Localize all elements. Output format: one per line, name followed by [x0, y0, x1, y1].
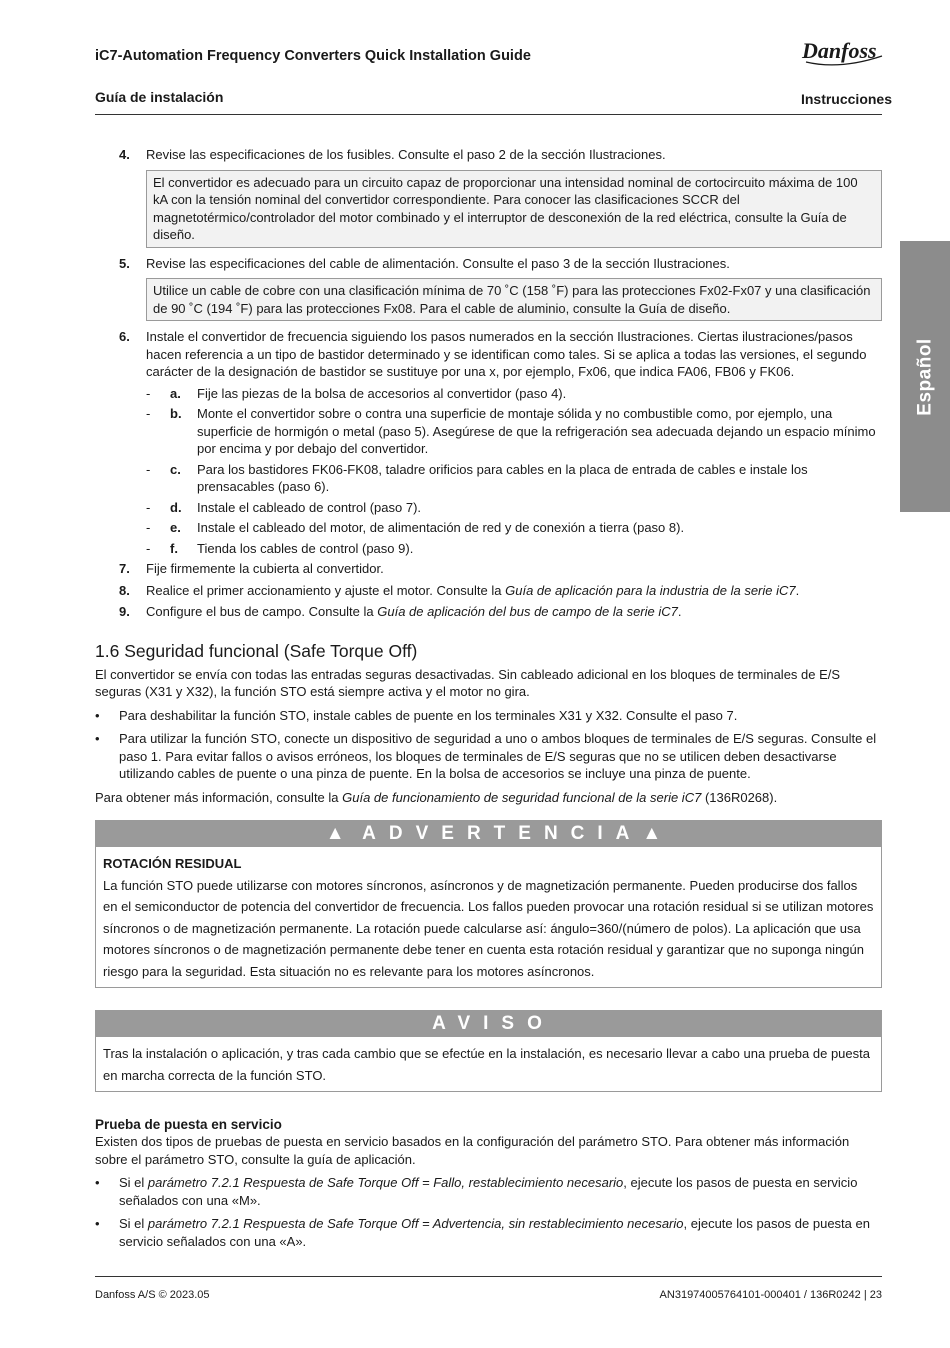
more-info-post: (136R0268). — [701, 789, 778, 805]
bullet-dot: • — [95, 707, 100, 723]
warning-title: ROTACIÓN RESIDUAL — [103, 856, 242, 871]
step-text: Configure el bus de campo. Consulte la — [146, 604, 378, 619]
step-number: 8. — [119, 582, 130, 598]
guide-reference: Guía de aplicación del bus de campo de la serie iC7 — [377, 604, 678, 619]
substep-text: Fije las piezas de la bolsa de accesorios al convertidor (paso 4). — [197, 385, 567, 401]
notice-heading: AVISO — [96, 1011, 881, 1037]
notice-box — [95, 1010, 882, 1092]
warning-icon: ▲ — [325, 823, 345, 844]
bullet-dot: • — [95, 1216, 100, 1231]
step-7 — [95, 560, 882, 578]
warning-body — [96, 847, 881, 987]
substep-c — [95, 461, 882, 496]
step-text-end: . — [677, 604, 682, 619]
substep-f — [95, 540, 882, 558]
substep-dash: - — [146, 385, 151, 401]
step-number: 7. — [119, 561, 130, 576]
substep-letter: b. — [170, 406, 182, 421]
bullet-dot: • — [95, 1175, 100, 1190]
substep-e — [95, 519, 882, 537]
step-8 — [95, 582, 882, 600]
warning-icon: ▲ — [642, 823, 662, 844]
language-label: Español — [914, 337, 936, 416]
commissioning-heading: Prueba de puesta en servicio — [95, 1117, 282, 1132]
substep-dash: - — [146, 406, 151, 421]
logo-text: Danfoss — [802, 38, 877, 63]
warning-heading — [96, 821, 881, 847]
step-text: Revise las especificaciones de los fusibles. Consulte el paso 2 de la sección Ilustraciones. — [146, 147, 666, 162]
warning-heading-text: ADVERTENCIA — [362, 823, 643, 844]
substep-text: Monte el convertidor sobre o contra una superficie de montaje sólida y no combustible como, por ejemplo, una superficie de hormigón o metal (paso 5). Asegúrese de que la refrigeración sea adecuada dejando un espacio mínimo por encima y por debajo del convertidor. — [197, 406, 876, 456]
substep-dash: - — [146, 461, 151, 477]
substep-letter: f. — [170, 540, 178, 556]
step-5 — [95, 255, 882, 273]
bullet-text: Para deshabilitar la función STO, instale cables de puente en los terminales X31 y X32. Consulte el paso 7. — [119, 707, 738, 723]
warning-box — [95, 820, 882, 988]
step-4 — [95, 146, 882, 164]
bullet-item — [95, 730, 882, 783]
commissioning-intro: Existen dos tipos de pruebas de puesta en servicio basados en la configuración del parámetro STO. Para obtener más información sobre el parámetro STO, consulte la guía de aplicación. — [95, 1134, 850, 1167]
substep-d — [95, 499, 882, 517]
section-intro: El convertidor se envía con todas las entradas seguras desactivadas. Sin cableado adicional en los bloques de terminales de E/S seguras (X31 y X32), la función STO está siempre activa y el motor no gira. — [95, 666, 841, 699]
bullet-text-end: , ejecute los pasos de puesta en servicio señalados con una «M». — [119, 1175, 858, 1208]
bullet-text-end: , ejecute los pasos de puesta en servicio señalados con una «A». — [119, 1216, 870, 1249]
more-info — [95, 789, 882, 807]
step-5-note: Utilice un cable de cobre con una clasificación mínima de 70 ˚C (158 ˚F) para las protecciones Fx02-Fx07 y una clasificación de 90 ˚C (194 ˚F) para las protecciones Fx08. Para el cable de aluminio, consulte la Guía de diseño. — [146, 278, 882, 321]
guide-reference: Guía de aplicación para la industria de la serie iC7 — [505, 582, 796, 598]
substep-text: Para los bastidores FK06-FK08, taladre orificios para cables en la placa de entrada de cables e instale los prensacables (paso 6). — [197, 461, 808, 494]
section-heading: 1.6 Seguridad funcional (Safe Torque Off) — [95, 640, 418, 661]
bullet-text: Si el — [119, 1175, 148, 1190]
header-rule — [95, 114, 882, 115]
substep-text: Instale el cableado del motor, de alimentación de red y de conexión a tierra (paso 8). — [197, 520, 685, 535]
danfoss-logo — [800, 34, 884, 68]
section-label: Instrucciones — [800, 91, 892, 107]
substep-dash: - — [146, 499, 151, 515]
step-text: Fije firmemente la cubierta al convertidor. — [146, 561, 384, 576]
parameter-reference: parámetro 7.2.1 Respuesta de Safe Torque Off = Advertencia, sin restablecimiento necesario — [147, 1216, 684, 1231]
step-number: 5. — [119, 255, 130, 271]
footer-doc-number: AN31974005764101-000401 / 136R0242 | 23 — [659, 1289, 882, 1301]
step-4-note: El convertidor es adecuado para un circuito capaz de proporcionar una intensidad nominal de cortocircuito máxima de 100 kA con la tensión nominal del convertidor correspondiente. Para conocer las clasificaciones SCCR del magnetotérmico/controlador del motor combinado y el interruptor de desconexión de la red eléctrica, consulte la Guía de diseño. — [146, 170, 882, 248]
substep-letter: e. — [170, 520, 181, 535]
bullet-item — [95, 707, 882, 725]
step-text-end: . — [795, 582, 800, 598]
step-6 — [95, 328, 882, 381]
bullet-item — [95, 1174, 882, 1209]
bullet-text: Para utilizar la función STO, conecte un dispositivo de seguridad a uno o ambos bloques de terminales de E/S seguras. Consulte el paso 1. Para evitar fallos o avisos erróneos, los bloques de terminales de E/S seguras que no se utilicen deben desactivarse utilizando cables de puente o una pinza de puente. En la bolsa de accesorios se incluye una pinza de puente. — [119, 731, 877, 781]
doc-title: iC7-Automation Frequency Converters Quick Installation Guide — [95, 48, 531, 64]
bullet-item — [95, 1215, 882, 1250]
more-info-reference: Guía de funcionamiento de seguridad funcional de la serie iC7 — [342, 789, 702, 805]
step-number: 6. — [119, 329, 130, 344]
language-tab — [900, 241, 950, 512]
substep-text: Tienda los cables de control (paso 9). — [197, 540, 414, 556]
substep-text: Instale el cableado de control (paso 7). — [197, 499, 422, 515]
substep-a — [95, 385, 882, 403]
footer-copyright: Danfoss A/S © 2023.05 — [95, 1289, 210, 1301]
more-info-pre: Para obtener más información, consulte la — [95, 789, 343, 805]
substep-letter: c. — [170, 461, 181, 477]
parameter-reference: parámetro 7.2.1 Respuesta de Safe Torque Off = Fallo, restablecimiento necesario — [147, 1175, 624, 1190]
footer-rule — [95, 1276, 882, 1277]
step-text: Realice el primer accionamiento y ajuste el motor. Consulte la — [146, 582, 506, 598]
step-number: 4. — [119, 147, 130, 162]
substep-b — [95, 405, 882, 458]
step-9 — [95, 603, 882, 621]
step-number: 9. — [119, 604, 130, 619]
bullet-text: Si el — [119, 1216, 148, 1231]
bullet-dot: • — [95, 731, 100, 746]
doc-subtitle: Guía de instalación — [95, 89, 224, 105]
step-text: Instale el convertidor de frecuencia siguiendo los pasos numerados en la sección Ilustraciones. Ciertas ilustraciones/pasos hacen referencia a un tipo de bastidor determinado y se identifican como tales. Si se aplica a todas las versiones, el segundo carácter de la designación de bastidor se sustituye por una x, por ejemplo, Fx06, que indica FA06, FB06 y FK06. — [146, 329, 867, 379]
notice-text: Tras la instalación o aplicación, y tras cada cambio que se efectúe en la instalación, es necesario llevar a cabo una prueba de puesta en marcha correcta de la función STO. — [103, 1046, 870, 1083]
step-text: Revise las especificaciones del cable de alimentación. Consulte el paso 3 de la sección Ilustraciones. — [146, 255, 730, 271]
substep-dash: - — [146, 540, 151, 556]
substep-letter: a. — [170, 385, 181, 401]
substep-dash: - — [146, 520, 151, 535]
page-content — [95, 146, 882, 1256]
substep-letter: d. — [170, 499, 182, 515]
warning-text: La función STO puede utilizarse con motores síncronos, asíncronos y de magnetización permanente. Pueden producirse dos fallos en el semiconductor de potencia del convertidor de frecuencia. Los fallos pueden provocar una rotación residual si se utilizan motores síncronos o de magnetización permanente. La rotación puede calcularse así: ángulo=360/(número de polos). La aplicación que usa motores síncronos o de magnetización permanente debe tener en cuenta esta rotación residual y garantizar que no suponga ningún riesgo para la seguridad. Esta situación no es relevante para los motores asíncronos. — [103, 877, 874, 979]
